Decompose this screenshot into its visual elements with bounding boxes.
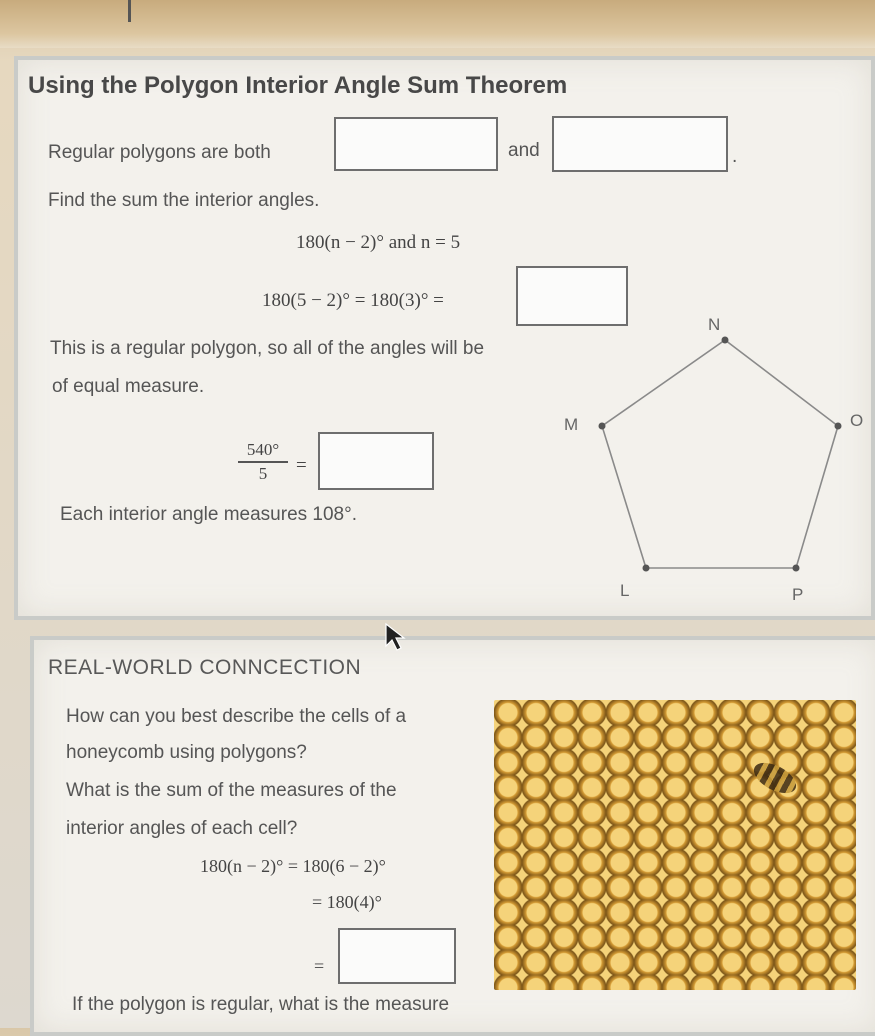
real-world-heading: REAL-WORLD CONNCECTION: [48, 656, 362, 679]
vertex-o-dot: [835, 423, 842, 430]
panel-title: Using the Polygon Interior Angle Sum Theorem: [28, 72, 568, 99]
regular-note-line-1: This is a regular polygon, so all of the angles will be: [50, 338, 485, 359]
question-3-partial: If the polygon is regular, what is the measure: [72, 994, 450, 1015]
honeycomb-formula-line-2: = 180(4)°: [312, 892, 382, 912]
question-1-line-1: How can you best describe the cells of a: [66, 706, 407, 727]
vertex-l-dot: [643, 565, 650, 572]
vertex-p-dot: [793, 565, 800, 572]
answer-box-property-2[interactable]: [552, 116, 728, 172]
formula-given: 180(n − 2)° and n = 5: [296, 232, 461, 253]
mouse-pointer-icon: [384, 622, 410, 652]
formula-computed: 180(5 − 2)° = 180(3)° =: [262, 290, 444, 311]
vertex-n-dot: [722, 337, 729, 344]
vertex-label-l: L: [620, 581, 630, 600]
honeycomb-formula-line-1: 180(n − 2)° = 180(6 − 2)°: [200, 856, 386, 876]
top-tick-mark: [128, 0, 131, 22]
question-2-line-1: What is the sum of the measures of the: [66, 780, 397, 801]
fraction-equals-sign: =: [296, 455, 307, 476]
and-label: and: [508, 140, 540, 161]
pentagon-diagram: [560, 300, 875, 610]
top-background-band: [0, 0, 875, 48]
honeycomb-photo: [494, 700, 856, 990]
answer-box-hexagon-sum[interactable]: [338, 928, 456, 984]
sentence-period: .: [732, 146, 738, 167]
vertex-label-n: N: [708, 315, 721, 334]
find-sum-instruction: Find the sum the interior angles.: [48, 190, 320, 211]
angle-fraction: [238, 440, 288, 484]
answer-box-property-1[interactable]: [334, 117, 498, 171]
fraction-numerator: 540°: [246, 440, 280, 459]
each-angle-statement: Each interior angle measures 108°.: [60, 504, 357, 525]
question-2-line-2: interior angles of each cell?: [66, 818, 298, 839]
vertex-label-m: M: [564, 415, 579, 434]
regular-note-line-2: of equal measure.: [52, 376, 205, 397]
answer-box-each-angle[interactable]: [318, 432, 434, 490]
honeycomb-equals-sign: =: [314, 956, 325, 976]
fraction-denominator: 5: [258, 463, 268, 483]
fraction-bar: [238, 461, 288, 463]
vertex-label-p: P: [792, 585, 804, 604]
regular-polygons-prompt: Regular polygons are both: [48, 142, 271, 163]
vertex-m-dot: [599, 423, 606, 430]
vertex-label-o: O: [850, 411, 864, 430]
bee-image: [749, 757, 801, 800]
pentagon-shape: [602, 340, 838, 568]
question-1-line-2: honeycomb using polygons?: [66, 742, 307, 763]
